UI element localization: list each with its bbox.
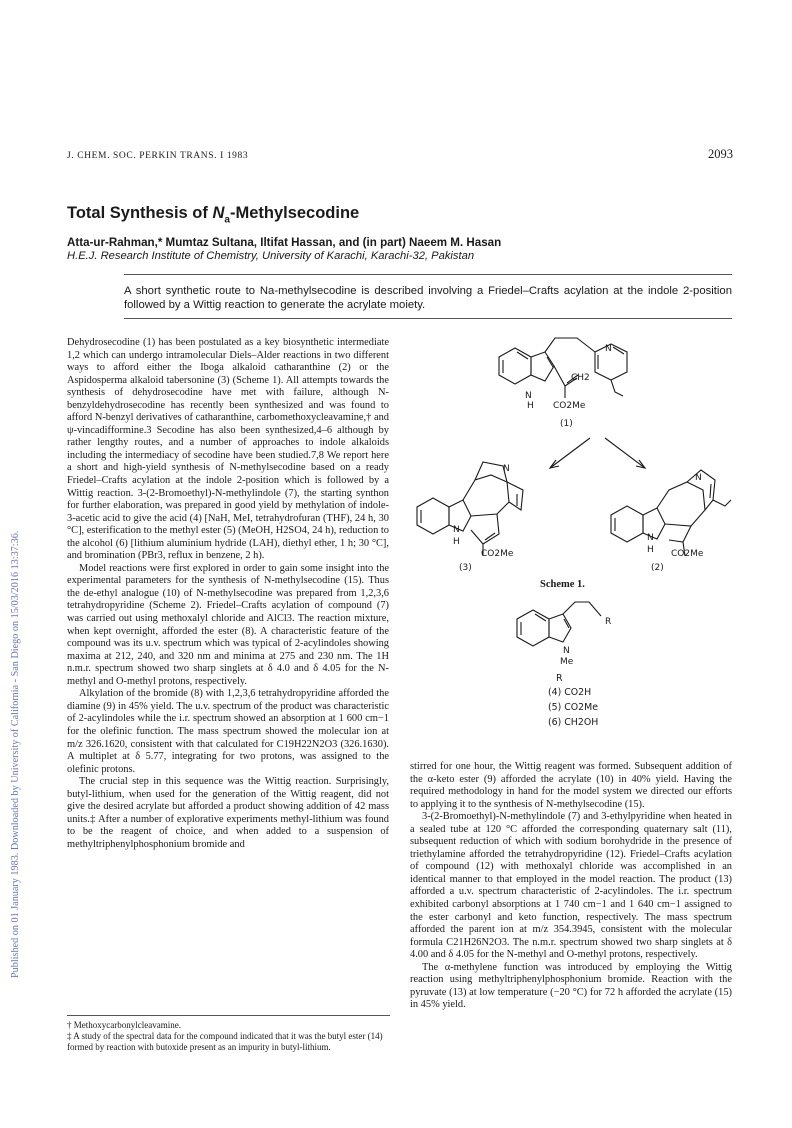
label-n6: N	[695, 473, 702, 483]
scheme-1-figure	[405, 330, 735, 580]
label-n: N	[525, 391, 532, 401]
abstract: A short synthetic route to Na-methylsecodine is described involving a Friedel–Crafts acylation at the indole 2-position followed by a Wittig reaction to generate the acrylate moiety.	[124, 285, 732, 311]
label-n5: N	[647, 533, 654, 543]
label-ch2: CH2	[571, 373, 590, 383]
footnote: † Methoxycarbonylcleavamine.	[67, 1020, 181, 1030]
label-h5: H	[647, 545, 654, 555]
r-row: (4) CO2H	[548, 687, 592, 698]
benzene-ring	[499, 348, 531, 384]
paragraph: The crucial step in this sequence was the Wittig reaction. Surprisingly, butyl-lithium, when used for the generation of the Wittig reagent, did not give the desired acrylate but afforded a product showing addition of 42 mass units.‡ After a number of explorative experiments methyl-lithium was found to be the reagent of choice, and when added to a suspension of methyltriphenylphosphonium bromide and	[67, 776, 389, 850]
affiliation: H.E.J. Research Institute of Chemistry, University of Karachi, Karachi-32, Pakistan	[67, 250, 475, 262]
left-column	[67, 337, 389, 851]
label-compound-3: (3)	[459, 563, 472, 573]
title-suffix: -Methylsecodine	[229, 204, 360, 222]
right-column	[410, 761, 732, 1012]
title-prefix: Total Synthesis of	[67, 204, 213, 222]
r-row: (6) CH2OH	[548, 717, 599, 728]
label-r: R	[605, 617, 612, 627]
abstract-bottom-rule	[124, 318, 732, 319]
compound-4-6-structure	[505, 598, 625, 668]
paragraph: Alkylation of the bromide (8) with 1,2,3,6 tetrahydropyridine afforded the diamine (9) in 45% yield. The u.v. spectrum of the product was characteristic of 2-acylindoles while the i.r. spectrum showed an absorption at 1 600 cm−1 for the olefinic function. The mass spectrum showed the molecular ion at m/z 326.1620, consistent with that calculated for C19H22N2O3 (326.1630). A multiplet at δ 5.77, integrating for two protons, was assigned to the olefinic protons.	[67, 688, 389, 775]
label-compound-2: (2)	[651, 563, 664, 573]
label-compound-1: (1)	[560, 419, 573, 429]
r-row: (5) CO2Me	[548, 702, 599, 713]
title-subscript: a	[224, 214, 230, 226]
label-n-r: N	[563, 646, 570, 656]
label-n2: N	[605, 344, 612, 354]
label-n3: N	[453, 525, 460, 535]
footnote-rule	[67, 1015, 390, 1016]
page-number: 2093	[708, 147, 733, 161]
label-h3: H	[453, 537, 460, 547]
download-notice	[2, 258, 21, 978]
abstract-top-rule	[124, 274, 732, 275]
author-list: Atta-ur-Rahman,* Mumtaz Sultana, Iltifat Hassan, and (in part) Naeem M. Hasan	[67, 236, 502, 249]
label-h: H	[527, 401, 534, 411]
label-co2me-2: CO2Me	[671, 549, 704, 559]
label-co2me: CO2Me	[553, 401, 586, 411]
paragraph: The α-methylene function was introduced by employing the Wittig reaction using methyltriphenylphosphonium bromide. Reaction with the pyruvate (13) at low temperature (−20 °C) for 72 h afforded the acrylate (15) in 45% yield.	[410, 961, 732, 1011]
download-notice-text: Published on 01 January 1983. Downloaded by University of California - San Diego on 15/03/2016 13:37:36.	[10, 530, 21, 978]
scheme-caption: Scheme 1.	[540, 579, 585, 590]
label-co2me-3: CO2Me	[481, 549, 514, 559]
benzene-ring	[611, 506, 643, 542]
paragraph: stirred for one hour, the Wittig reagent was formed. Subsequent addition of the α-keto ester (9) afforded the acrylate (10) in 40% yield. Having the required methodology in hand for the model system we directed our efforts to applying it to the synthesis of N-methylsecodine (15).	[410, 761, 732, 810]
r-heading: R	[556, 673, 563, 684]
label-me: Me	[560, 657, 574, 667]
running-header	[67, 147, 733, 163]
footnotes	[67, 1020, 390, 1053]
label-n4: N	[503, 464, 510, 474]
journal-name: J. CHEM. SOC. PERKIN TRANS. I 1983	[67, 151, 249, 161]
title-n: N	[212, 204, 225, 222]
paragraph: Dehydrosecodine (1) has been postulated as a key biosynthetic intermediate 1,2 which can undergo intramolecular Diels–Alder reactions in two different ways to afford either the Iboga alkaloid catharanthine (2) or the Aspidosperma alkaloid tabersonine (3) (Scheme 1). All attempts towards the synthesis of dehydrosecodine have met with failure, although N-benzyldehydrosecodine has recently been synthesized and was found to afford N-benzyl derivatives of catharanthine, carbomethoxycleavamine,† and ψ-vincadifformine.3 Secodine has also been synthesized,4–6 although by rather lengthy routes, and a number of approaches to indole alkaloids including the intermediacy of secodine have been studied.7,8 We report here a short and high-yield synthesis of N-methylsecodine based on a ready Friedel–Crafts acylation at the indole 2-position which is followed by a Wittig reaction. 3-(2-Bromoethyl)-N-methylindole (7), the starting synthon for further elaboration, was prepared in good yield by methylation of indole-3-acetic acid to give the acid (4) [NaH, MeI, tetrahydrofuran (THF), 24 h, 30 °C], esterification to the methyl ester (5) (MeOH, H2SO4, 24 h), reduction to the alcohol (6) [lithium aluminium hydride (LAH), diethyl ether, 1 h; 30 °C], and bromination (PBr3, reflux in benzene, 2 h).	[67, 337, 389, 562]
footnote: ‡ A study of the spectral data for the compound indicated that it was the butyl ester (14) formed by reaction with butoxide present as an impurity in butyl-lithium.	[67, 1031, 383, 1052]
benzene-ring	[417, 498, 449, 534]
article-title	[67, 204, 359, 225]
paragraph: 3-(2-Bromoethyl)-N-methylindole (7) and 3-ethylpyridine when heated in a sealed tube at 120 °C afforded the corresponding quaternary salt (11), subsequent reduction of which with sodium borohydride in the presence of triethylamine afforded the tetrahydropyridine (12). Friedel–Crafts acylation of compound (12) with methoxalyl chloride was accomplished in an identical manner to that employed in the model reaction. The product (13) afforded a u.v. spectrum characteristic of 2-acylindoles. The i.r. spectrum exhibited carbonyl absorptions at 1 740 cm−1 and 1 640 cm−1 assigned to the ester carbonyl and keto function, respectively. The mass spectrum afforded the parent ion at m/z 354.3945, consistent with the molecular formula C21H26N2O3. The n.m.r. spectrum showed two sharp singlets at δ 4.00 and δ 4.05 for the N-methyl and O-methyl protons, respectively.	[410, 811, 732, 961]
paragraph: Model reactions were first explored in order to gain some insight into the experimental parameters for the synthesis of N-methylsecodine (15). Thus the de-ethyl analogue (10) of N-methylsecodine was prepared from 1,2,3,6 tetrahydropyridine (Scheme 2). Friedel–Crafts acylation of compound (7) was carried out using methoxalyl chloride and AlCl3. The reaction mixture, when kept overnight, afforded the ester (8). A characteristic feature of the compound was its u.v. spectrum which was typical of 2-acylindoles showing maxima at 212, 240, and 320 nm and minima at 275 and 230 nm. The 1H n.m.r. spectrum showed two sharp singlets at δ 4.0 and δ 4.05 for the N-methyl and O-methyl protons, respectively.	[67, 562, 389, 687]
pyrrole-ring	[531, 352, 554, 381]
